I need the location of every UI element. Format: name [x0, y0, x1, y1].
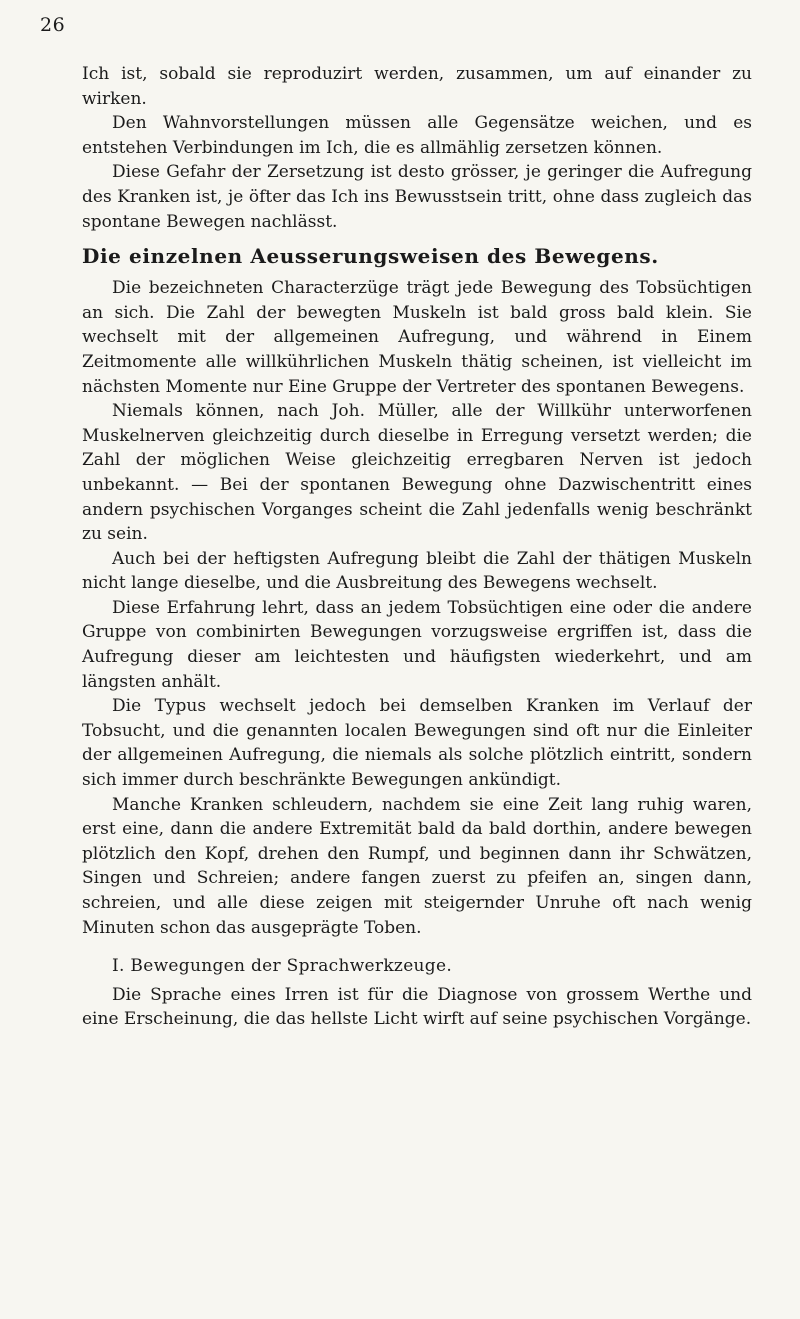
paragraph: Die bezeichneten Characterzüge trägt jede Bewegung des Tobsüchtigen an sich. Die Zahl der bewegten Muskeln ist bald gross bald klein. Sie wechselt mit der allgemeinen Aufregung, und während in Einem Zeitmomente alle willkührlichen Muskeln thätig scheinen, ist vielleicht im nächsten Momente nur Eine Gruppe der Vertreter des spontanen Bewegens.: [82, 278, 752, 397]
paragraph: Niemals können, nach Joh. Müller, alle der Willkühr unterworfenen Muskelnerven gleichzeitig durch dieselbe in Erregung versetzt werden; die Zahl der möglichen Weise gleichzeitig erregbaren Nerven ist jedoch unbekannt. — Bei der spontanen Bewegung ohne Dazwischentritt eines andern psychischen Vorganges scheint die Zahl jedenfalls wenig beschränkt zu sein.: [82, 401, 752, 545]
subsection-heading: I. Bewegungen der Sprachwerkzeuge.: [112, 956, 453, 977]
paragraph-continuation: Ich ist, sobald sie reproduzirt werden, zusammen, um auf einander zu wirken.: [82, 64, 752, 109]
paragraph: Auch bei der heftigsten Aufregung bleibt die Zahl der thätigen Muskeln nicht lange dieselbe, und die Ausbreitung des Bewegens wechselt.: [82, 548, 752, 594]
paragraph: Den Wahnvorstellungen müssen alle Gegensätze weichen, und es entstehen Verbindungen im Ich, die es allmählig zersetzen können.: [82, 113, 752, 158]
paragraph: Die Typus wechselt jedoch bei demselben Kranken im Verlauf der Tobsucht, und die genannten localen Bewegungen sind oft nur die Einleiter der allgemeinen Aufregung, die niemals als solche plötzlich eintritt, sondern sich immer durch beschränkte Bewegungen ankündigt.: [82, 696, 752, 791]
paragraph: Diese Erfahrung lehrt, dass an jedem Tobsüchtigen eine oder die andere Gruppe von combinirten Bewegungen vorzugsweise ergriffen ist, dass die Aufregung dieser am leichtesten und häufigsten wiederkehrt, und am längsten anhält.: [82, 597, 752, 692]
body-text: [82, 62, 752, 1032]
section-heading: Die einzelnen Aeusserungsweisen des Bewegens.: [82, 244, 659, 269]
page-number: 26: [40, 14, 66, 36]
paragraph: Die Sprache eines Irren ist für die Diagnose von grossem Werthe und eine Erscheinung, die das hellste Licht wirft auf seine psychischen Vorgänge.: [82, 984, 752, 1030]
paragraph: Diese Gefahr der Zersetzung ist desto grösser, je geringer die Aufregung des Kranken ist, je öfter das Ich ins Bewusstsein tritt, ohne dass zugleich das spontane Bewegen nachlässt.: [82, 162, 752, 232]
paragraph: Manche Kranken schleudern, nachdem sie eine Zeit lang ruhig waren, erst eine, dann die andere Extremität bald da bald dorthin, andere bewegen plötzlich den Kopf, drehen den Rumpf, und beginnen dann ihr Schwätzen, Singen und Schreien; andere fangen zuerst zu pfeifen an, singen dann, schreien, und alle diese zeigen mit steigernder Unruhe oft nach wenig Minuten schon das ausgeprägte Toben.: [82, 794, 752, 938]
